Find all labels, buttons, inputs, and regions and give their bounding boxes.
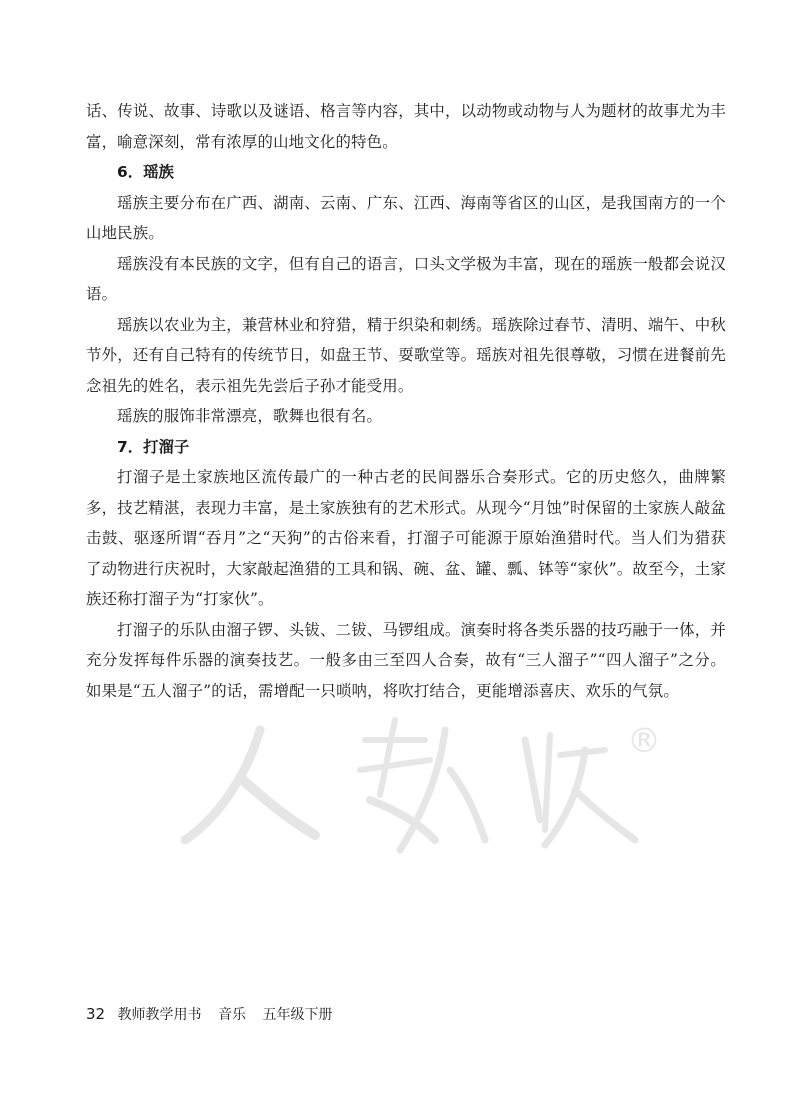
paragraph-daliuzi-band: 打溜子的乐队由溜子锣、头钹、二钹、马锣组成。演奏时将各类乐器的技巧融于一体，并充分发挥每件乐器的演奏技艺。一般多由三至四人合奏，故有“三人溜子”“四人溜子”之分。如果是“五人溜子”的话，需增配一只唢呐，将吹打结合，更能增添喜庆、欢乐的气氛。 <box>86 620 726 700</box>
section-heading-yao: 6．瑶族 <box>117 163 174 181</box>
svg-text:®: ® <box>627 721 661 761</box>
paragraph-intro-continued: 话、传说、故事、诗歌以及谜语、格言等内容，其中，以动物或动物与人为题材的故事尤为丰富，喻意深刻，常有浓厚的山地文化的特色。 <box>86 102 726 151</box>
paragraph-yao-costume: 瑶族的服饰非常漂亮，歌舞也很有名。 <box>117 407 383 425</box>
paragraph-yao-customs: 瑶族以农业为主，兼营林业和狩猎，精于织染和刺绣。瑶族除过春节、清明、端午、中秋节外，还有自己特有的传统节日，如盘王节、耍歌堂等。瑶族对祖先很尊敬，习惯在进餐前先念祖先的姓名，表示祖先先尝后子孙才能受用。 <box>86 315 726 395</box>
page-footer <box>86 1004 332 1025</box>
body-text <box>86 96 726 706</box>
publisher-watermark-logo <box>165 700 665 860</box>
paragraph-yao-language: 瑶族没有本民族的文字，但有自己的语言，口头文学极为丰富，现在的瑶族一般都会说汉语。 <box>86 254 726 303</box>
paragraph-yao-distribution: 瑶族主要分布在广西、湖南、云南、广东、江西、海南等省区的山区，是我国南方的一个山地民族。 <box>86 193 726 242</box>
paragraph-daliuzi-history: 打溜子是土家族地区流传最广的一种古老的民间器乐合奏形式。它的历史悠久，曲牌繁多，技艺精湛，表现力丰富，是土家族独有的艺术形式。从现今“月蚀”时保留的土家族人敲盆击鼓、驱逐所谓“吞月”之“天狗”的古俗来看，打溜子可能源于原始渔猎时代。当人们为猎获了动物进行庆祝时，大家敲起渔猎的工具和锅、碗、盆、罐、瓢、钵等“家伙”。故至今，土家族还称打溜子为“打家伙”。 <box>86 468 726 608</box>
page-number: 32 <box>86 1005 106 1023</box>
footer-subject: 音乐 <box>218 1007 246 1023</box>
footer-grade: 五年级下册 <box>262 1007 333 1023</box>
footer-book-title: 教师教学用书 <box>117 1007 202 1023</box>
section-heading-daliuzi: 7．打溜子 <box>117 437 190 456</box>
